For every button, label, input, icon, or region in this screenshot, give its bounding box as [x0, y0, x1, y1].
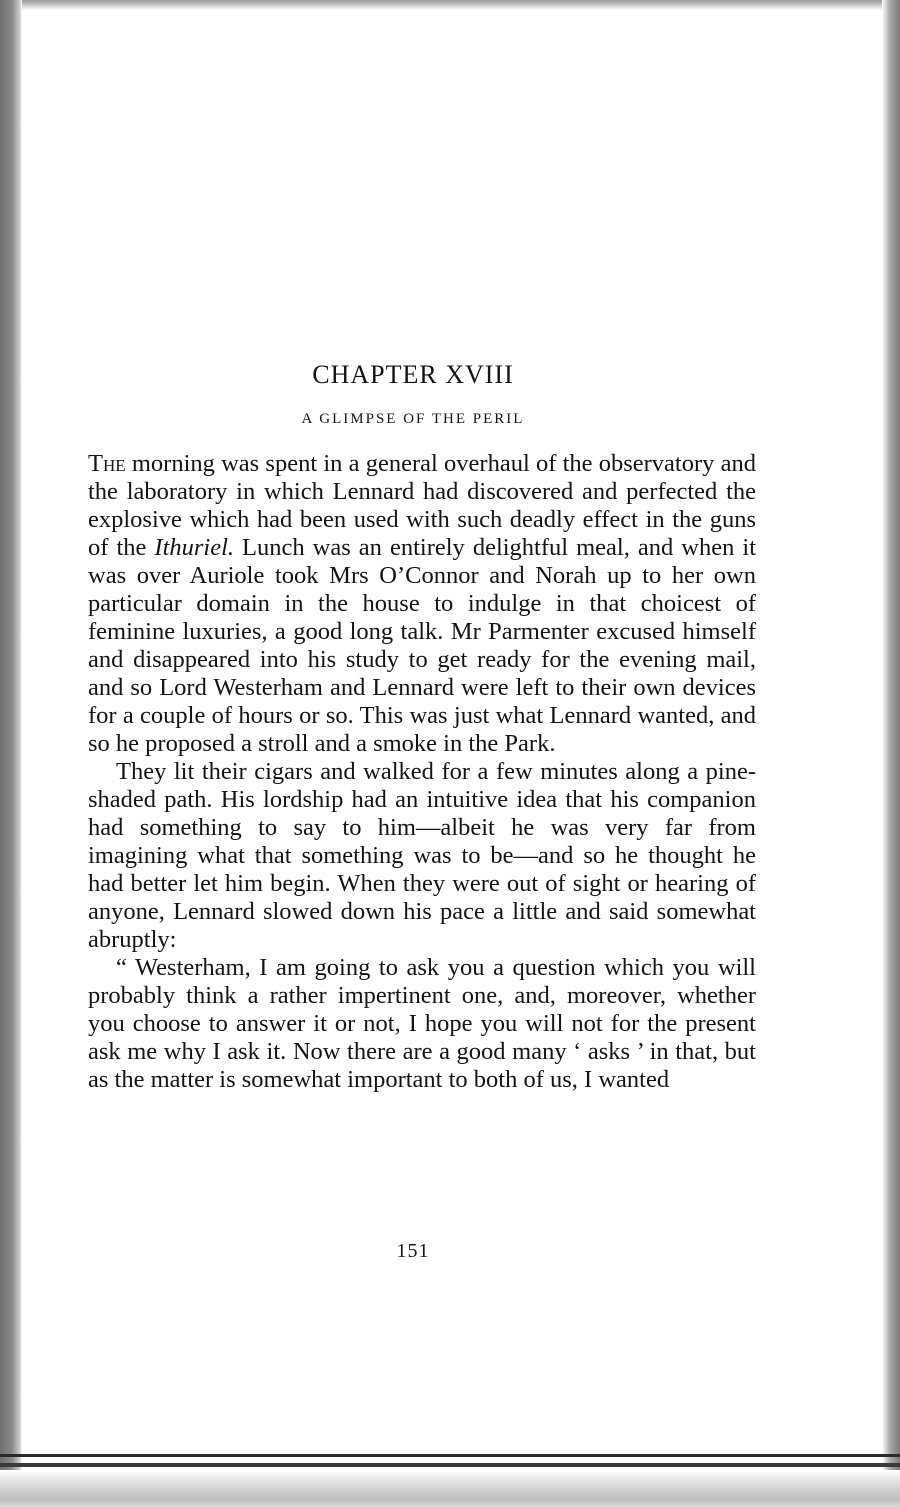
- paragraph-lead-word: The: [88, 450, 126, 477]
- scan-edge-top: [0, 0, 900, 10]
- paragraph-3: “ Westerham, I am going to ask you a question which you will probably think a rather impertinent one, and, moreover, whether you choose to answer it or not, I hope you will not for the present ask me why I ask it. Now there are a good many ‘ asks ’ in that, but as the matter is somewhat important to both of us, I wanted: [88, 954, 756, 1093]
- scan-edge-bottom: [0, 1470, 900, 1507]
- page-number: 151: [396, 1240, 430, 1262]
- paragraph-2: They lit their cigars and walked for a few minutes along a pine-shaded path. His lordship had an intuitive idea that his companion had something to say to him—albeit he was very far from imagining what that something was to be—and so he thought he had better let him begin. When they were out of sight or hearing of anyone, Lennard slowed down his pace a little and said somewhat abruptly:: [88, 758, 756, 953]
- scan-edge-bottom-line: [0, 1454, 900, 1457]
- chapter-title: CHAPTER XVIII: [312, 360, 514, 389]
- scan-edge-right: [882, 0, 900, 1507]
- scan-edge-bottom-line-2: [0, 1463, 900, 1467]
- paragraph-1-text-b: Lunch was an entirely delightful meal, and when it was over Auriole took Mrs O’Connor and Norah up to her own particular domain in the house to indulge in that choicest of feminine luxuries, a good long talk. Mr Parmenter excused himself and disappeared into his study to get ready for the evening mail, and so Lord Westerham and Lennard were left to their own devices for a couple of hours or so. This was just what Lennard wanted, and so he proposed a stroll and a smoke in the Park.: [88, 534, 756, 757]
- paragraph-1: [88, 450, 756, 758]
- scan-edge-left: [0, 0, 22, 1507]
- paragraph-1-text-a: morning was spent in a general overhaul of the observatory and the laboratory in which Lennard had discovered and perfected the explosive which had been used with such deadly effect in the guns of the: [88, 450, 756, 561]
- chapter-subtitle: A GLIMPSE OF THE PERIL: [301, 411, 525, 427]
- ship-name-italic: Ithuriel.: [154, 534, 235, 561]
- body-text: [88, 450, 756, 1094]
